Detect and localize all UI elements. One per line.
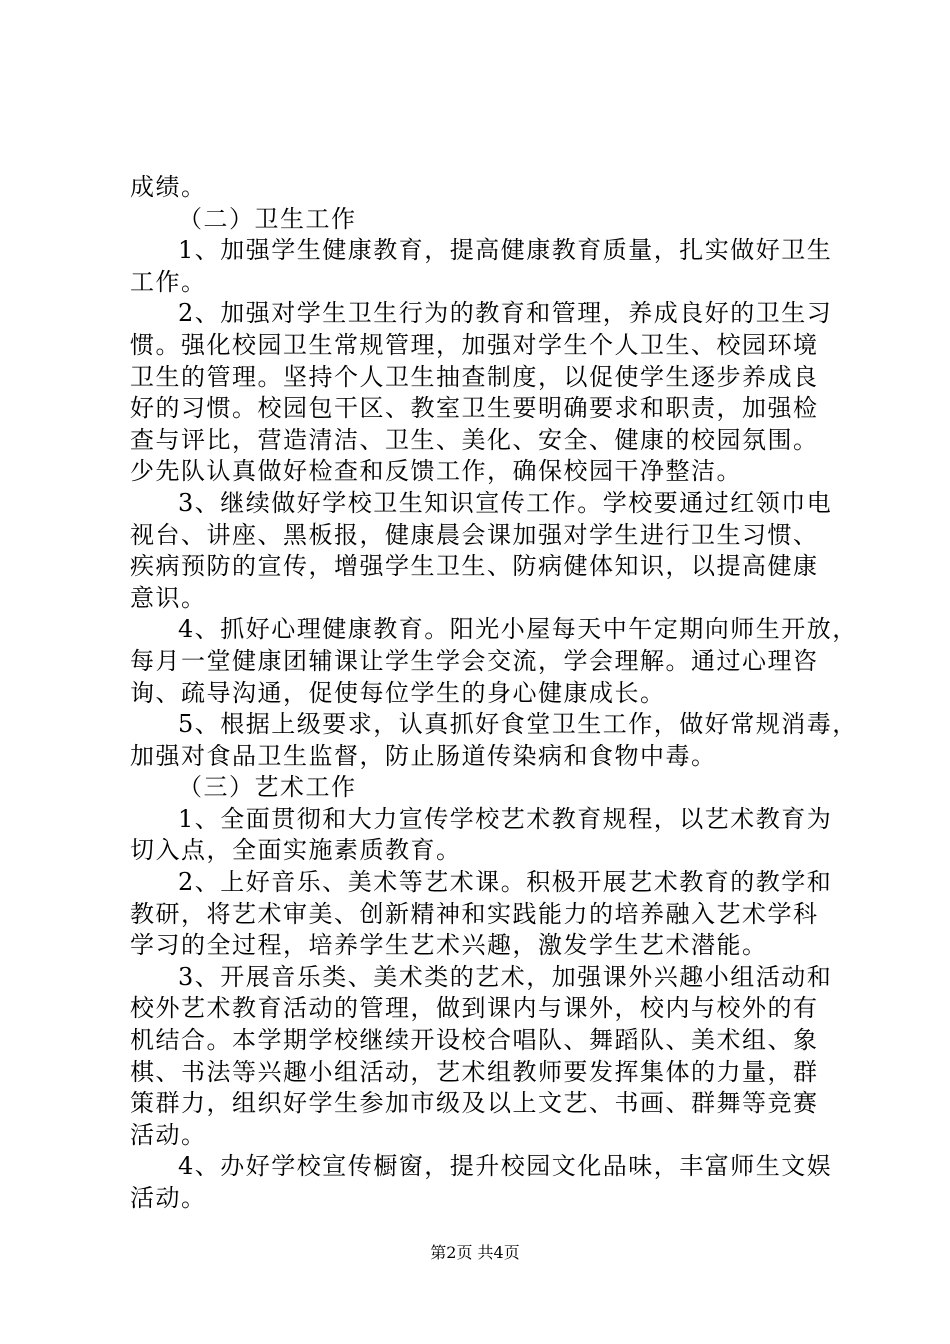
text-line: 每月一堂健康团辅课让学生学会交流，学会理解。通过心理咨 xyxy=(130,646,819,675)
text-line: 卫生的管理。坚持个人卫生抽查制度，以促使学生逐步养成良 xyxy=(130,362,819,391)
text-line: 好的习惯。校园包干区、教室卫生要明确要求和职责，加强检 xyxy=(130,394,819,423)
text-line: 工作。 xyxy=(130,267,207,296)
text-line: （三）艺术工作 xyxy=(178,773,357,802)
text-line: 2、上好音乐、美术等艺术课。积极开展艺术教育的教学和 xyxy=(178,868,833,897)
text-line: 活动。 xyxy=(130,1120,207,1149)
text-line: 教研，将艺术审美、创新精神和实践能力的培养融入艺术学科 xyxy=(130,899,819,928)
text-line: （二）卫生工作 xyxy=(178,204,357,233)
text-line: 1、全面贯彻和大力宣传学校艺术教育规程，以艺术教育为 xyxy=(178,804,833,833)
text-line: 活动。 xyxy=(130,1184,207,1212)
text-line: 学习的全过程，培养学生艺术兴趣，激发学生艺术潜能。 xyxy=(130,931,768,960)
text-line: 校外艺术教育活动的管理，做到课内与课外，校内与校外的有 xyxy=(130,994,819,1023)
text-line: 机结合。本学期学校继续开设校合唱队、舞蹈队、美术组、象 xyxy=(130,1026,819,1055)
text-line: 视台、讲座、黑板报，健康晨会课加强对学生进行卫生习惯、 xyxy=(130,520,819,549)
text-line: 棋、书法等兴趣小组活动，艺术组教师要发挥集体的力量，群 xyxy=(130,1057,819,1086)
text-line: 2、加强对学生卫生行为的教育和管理，养成良好的卫生习 xyxy=(178,299,833,328)
text-line: 4、抓好心理健康教育。阳光小屋每天中午定期向师生开放， xyxy=(178,615,858,644)
text-line: 询、疏导沟通，促使每位学生的身心健康成长。 xyxy=(130,678,666,707)
text-line: 4、办好学校宣传橱窗，提升校园文化品味，丰富师生文娱 xyxy=(178,1152,833,1181)
text-line: 策群力，组织好学生参加市级及以上文艺、书画、群舞等竞赛 xyxy=(130,1089,819,1118)
page-number: 第2页 共4页 xyxy=(430,1243,520,1262)
text-line: 查与评比，营造清洁、卫生、美化、安全、健康的校园氛围。 xyxy=(130,425,819,454)
page-footer xyxy=(0,1243,950,1263)
text-line: 惯。强化校园卫生常规管理，加强对学生个人卫生、校园环境 xyxy=(130,330,819,359)
text-line: 切入点，全面实施素质教育。 xyxy=(130,836,462,865)
text-line: 成绩。 xyxy=(130,173,207,201)
text-line: 加强对食品卫生监督，防止肠道传染病和食物中毒。 xyxy=(130,741,717,770)
document-body xyxy=(130,172,858,1215)
text-line: 少先队认真做好检查和反馈工作，确保校园干净整洁。 xyxy=(130,457,742,486)
text-line: 3、继续做好学校卫生知识宣传工作。学校要通过红领巾电 xyxy=(178,488,833,517)
text-line: 意识。 xyxy=(130,583,207,612)
text-line: 1、加强学生健康教育，提高健康教育质量，扎实做好卫生 xyxy=(178,236,833,265)
text-line: 3、开展音乐类、美术类的艺术，加强课外兴趣小组活动和 xyxy=(178,962,833,991)
text-line: 疾病预防的宣传，增强学生卫生、防病健体知识，以提高健康 xyxy=(130,552,819,581)
text-line: 5、根据上级要求，认真抓好食堂卫生工作，做好常规消毒， xyxy=(178,710,858,739)
